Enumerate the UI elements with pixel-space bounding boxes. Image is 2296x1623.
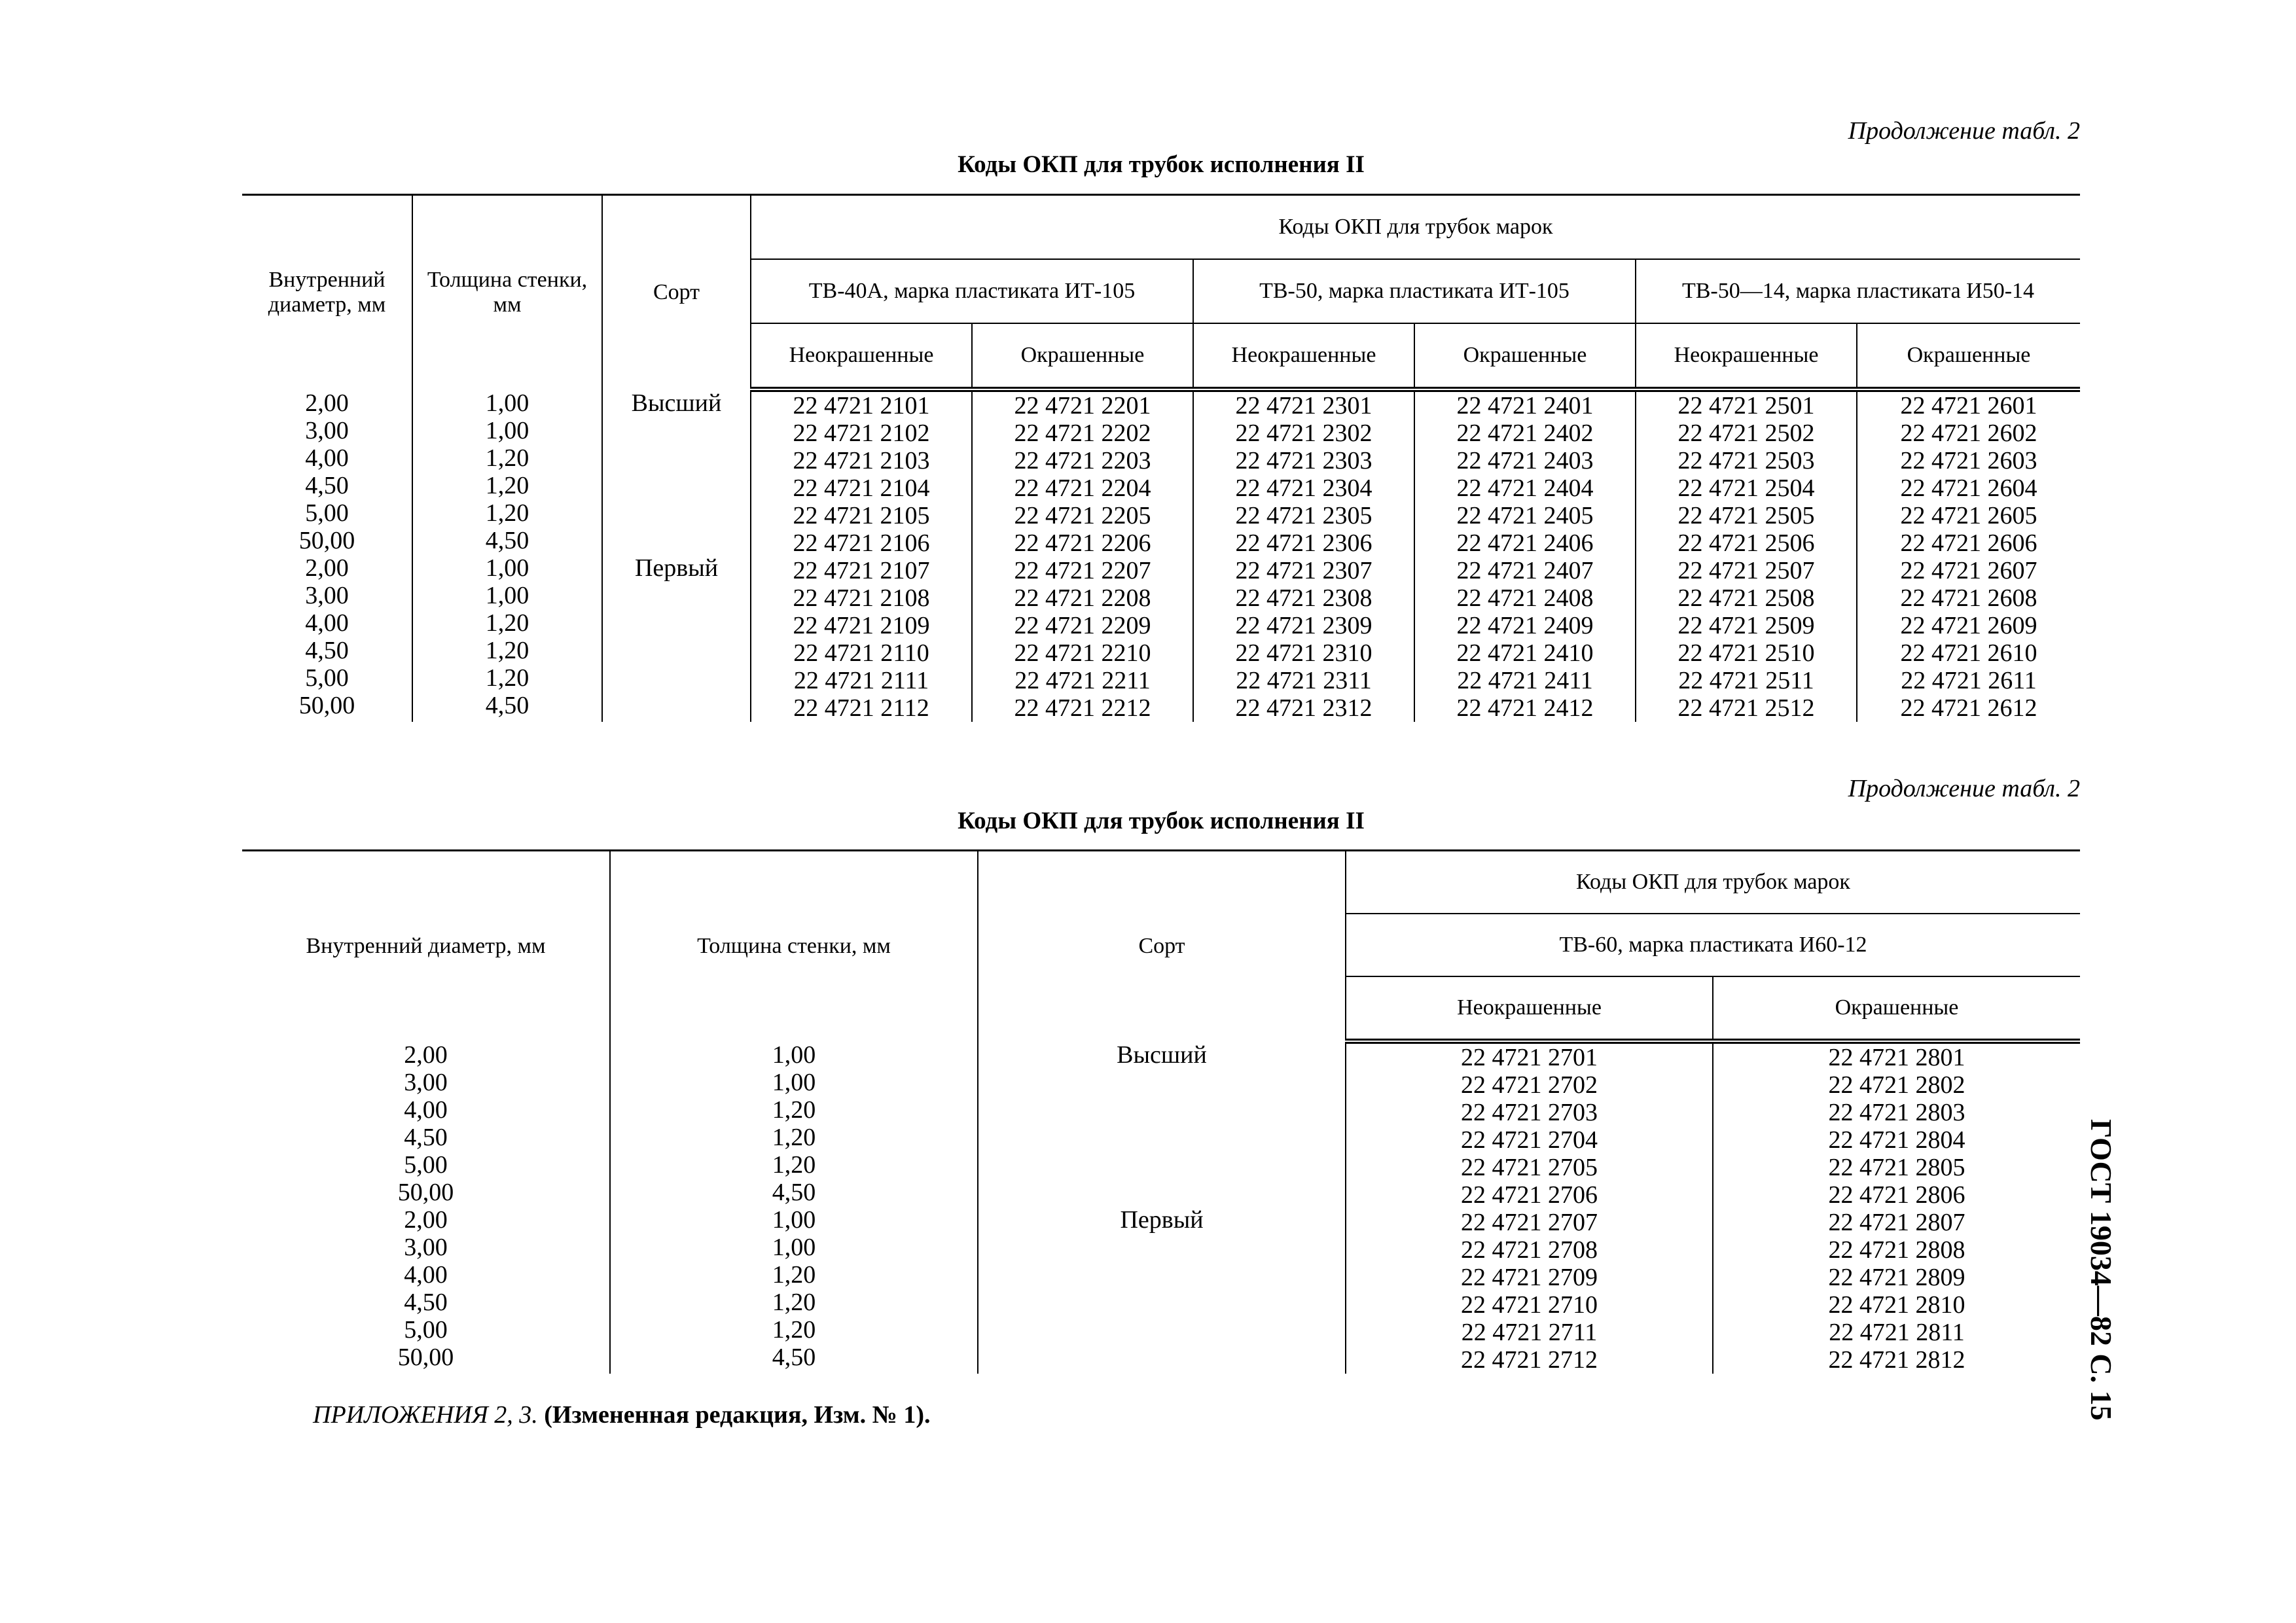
cell-value: 1,00 — [485, 389, 529, 417]
codes-column — [1193, 389, 1414, 722]
cell-value: 22 4721 2307 — [1235, 557, 1372, 584]
okp-codes-table-1 — [242, 194, 2080, 722]
cell-value: 1,00 — [772, 1206, 816, 1234]
cell-value: 22 4721 2806 — [1828, 1181, 1965, 1209]
cell-value: 22 4721 2805 — [1828, 1154, 1965, 1181]
header-unpainted: Неокрашенные — [1193, 323, 1414, 389]
cell-value: 22 4721 2711 — [1461, 1319, 1598, 1346]
grade-column — [978, 1041, 1346, 1374]
codes-column — [1636, 389, 1857, 722]
cell-value: 22 4721 2101 — [793, 392, 930, 419]
header-unpainted: Неокрашенные — [1636, 323, 1857, 389]
cell-value: 1,20 — [485, 664, 529, 692]
cell-value: 22 4721 2807 — [1828, 1209, 1965, 1236]
cell-value: 22 4721 2211 — [1014, 667, 1151, 694]
cell-value: 22 4721 2312 — [1235, 694, 1372, 722]
cell-value: 22 4721 2507 — [1677, 557, 1815, 584]
cell-value: 22 4721 2801 — [1828, 1044, 1965, 1071]
cell-value: 1,00 — [772, 1041, 816, 1069]
cell-value: 22 4721 2503 — [1677, 447, 1815, 474]
cell-value: 22 4721 2305 — [1235, 502, 1372, 529]
cell-value: 4,50 — [305, 637, 349, 664]
cell-value: 1,20 — [772, 1124, 816, 1151]
cell-value: 22 4721 2609 — [1900, 612, 2037, 639]
cell-value: 4,50 — [772, 1179, 816, 1206]
cell-value: 22 4721 2402 — [1456, 419, 1594, 447]
cell-value: 22 4721 2703 — [1461, 1099, 1598, 1126]
grade-value: Первый — [634, 554, 719, 582]
cell-value: 22 4721 2107 — [793, 557, 930, 584]
cell-value: 22 4721 2512 — [1677, 694, 1815, 722]
cell-value: 5,00 — [305, 499, 349, 527]
codes-column — [1713, 1041, 2080, 1374]
cell-value: 22 4721 2710 — [1461, 1291, 1598, 1319]
cell-value: 22 4721 2511 — [1678, 667, 1814, 694]
header-brand-tv60: ТВ-60, марка пластиката И60-12 — [1346, 914, 2080, 976]
header-painted: Окрашенные — [1857, 323, 2080, 389]
cell-value: 22 4721 2504 — [1677, 474, 1815, 502]
cell-value: 22 4721 2303 — [1235, 447, 1372, 474]
cell-value: 22 4721 2201 — [1014, 392, 1151, 419]
cell-value: 22 4721 2702 — [1461, 1071, 1598, 1099]
cell-value: 22 4721 2804 — [1828, 1126, 1965, 1154]
cell-value: 22 4721 2412 — [1456, 694, 1594, 722]
cell-value: 22 4721 2407 — [1456, 557, 1594, 584]
cell-value: 1,00 — [485, 554, 529, 582]
header-painted: Окрашенные — [1414, 323, 1636, 389]
cell-value: 22 4721 2610 — [1900, 639, 2037, 667]
cell-value: 22 4721 2207 — [1014, 557, 1151, 584]
grade-column — [602, 389, 751, 722]
cell-value: 22 4721 2701 — [1461, 1044, 1598, 1071]
header-grade: Сорт — [978, 851, 1346, 1042]
header-codes-group: Коды ОКП для трубок марок — [1346, 851, 2080, 914]
cell-value: 22 4721 2309 — [1235, 612, 1372, 639]
codes-column — [1346, 1041, 1713, 1374]
cell-value: 1,20 — [485, 637, 529, 664]
cell-value: 4,00 — [305, 609, 349, 637]
cell-value: 1,20 — [772, 1261, 816, 1289]
cell-value: 22 4721 2605 — [1900, 502, 2037, 529]
cell-value: 5,00 — [305, 664, 349, 692]
cell-value: 22 4721 2203 — [1014, 447, 1151, 474]
cell-value: 22 4721 2611 — [1901, 667, 2037, 694]
cell-value: 22 4721 2212 — [1014, 694, 1151, 722]
okp-codes-table-2 — [242, 849, 2080, 1374]
cell-value: 22 4721 2102 — [793, 419, 930, 447]
codes-column — [1414, 389, 1636, 722]
header-painted: Окрашенные — [1713, 976, 2080, 1041]
cell-value: 4,50 — [404, 1289, 448, 1316]
header-unpainted: Неокрашенные — [751, 323, 972, 389]
cell-value: 22 4721 2705 — [1461, 1154, 1598, 1181]
header-brand-tv50-14: ТВ-50—14, марка пластиката И50-14 — [1636, 259, 2080, 323]
cell-value: 1,20 — [772, 1151, 816, 1179]
cell-value: 22 4721 2104 — [793, 474, 930, 502]
cell-value: 1,00 — [772, 1234, 816, 1261]
cell-value: 22 4721 2803 — [1828, 1099, 1965, 1126]
header-inner-diameter: Внутренний диаметр, мм — [242, 851, 610, 1042]
cell-value: 22 4721 2811 — [1829, 1319, 1965, 1346]
cell-value: 22 4721 2712 — [1461, 1346, 1598, 1374]
continuation-label-2: Продолжение табл. 2 — [1848, 775, 2080, 802]
cell-value: 22 4721 2812 — [1828, 1346, 1965, 1374]
header-painted: Окрашенные — [972, 323, 1193, 389]
cell-value: 22 4721 2205 — [1014, 502, 1151, 529]
cell-value: 22 4721 2110 — [793, 639, 929, 667]
codes-column — [751, 389, 972, 722]
cell-value: 22 4721 2502 — [1677, 419, 1815, 447]
cell-value: 50,00 — [397, 1179, 454, 1206]
diameter-column — [242, 1041, 610, 1374]
cell-value: 22 4721 2809 — [1828, 1264, 1965, 1291]
cell-value: 1,20 — [485, 472, 529, 499]
cell-value: 22 4721 2304 — [1235, 474, 1372, 502]
diameter-column — [242, 389, 412, 722]
header-brand-tv40a: ТВ-40А, марка пластиката ИТ-105 — [751, 259, 1193, 323]
cell-value: 4,50 — [485, 692, 529, 719]
cell-value: 1,20 — [485, 499, 529, 527]
cell-value: 1,20 — [485, 609, 529, 637]
cell-value: 1,00 — [772, 1069, 816, 1096]
header-inner-diameter: Внутренний диаметр, мм — [242, 195, 412, 390]
grade-value: Высший — [631, 389, 722, 417]
grade-value: Первый — [1120, 1206, 1204, 1234]
cell-value: 22 4721 2406 — [1456, 529, 1594, 557]
cell-value: 22 4721 2608 — [1900, 584, 2037, 612]
cell-value: 22 4721 2409 — [1456, 612, 1594, 639]
cell-value: 22 4721 2404 — [1456, 474, 1594, 502]
cell-value: 22 4721 2306 — [1235, 529, 1372, 557]
cell-value: 22 4721 2111 — [793, 667, 929, 694]
cell-value: 3,00 — [404, 1234, 448, 1261]
cell-value: 22 4721 2310 — [1235, 639, 1372, 667]
cell-value: 22 4721 2706 — [1461, 1181, 1598, 1209]
cell-value: 1,20 — [772, 1316, 816, 1344]
header-wall-thickness: Толщина стенки, мм — [412, 195, 602, 390]
cell-value: 22 4721 2202 — [1014, 419, 1151, 447]
cell-value: 22 4721 2603 — [1900, 447, 2037, 474]
cell-value: 22 4721 2209 — [1014, 612, 1151, 639]
cell-value: 4,00 — [404, 1096, 448, 1124]
table2-title: Коды ОКП для трубок исполнения II — [958, 808, 1365, 834]
cell-value: 22 4721 2311 — [1236, 667, 1372, 694]
cell-value: 2,00 — [404, 1206, 448, 1234]
cell-value: 22 4721 2709 — [1461, 1264, 1598, 1291]
cell-value: 22 4721 2302 — [1235, 419, 1372, 447]
cell-value: 4,50 — [772, 1344, 816, 1371]
cell-value: 22 4721 2508 — [1677, 584, 1815, 612]
cell-value: 1,20 — [772, 1096, 816, 1124]
cell-value: 22 4721 2301 — [1235, 392, 1372, 419]
cell-value: 3,00 — [404, 1069, 448, 1096]
cell-value: 22 4721 2606 — [1900, 529, 2037, 557]
cell-value: 50,00 — [298, 692, 355, 719]
cell-value: 22 4721 2401 — [1456, 392, 1594, 419]
cell-value: 22 4721 2308 — [1235, 584, 1372, 612]
cell-value: 4,00 — [404, 1261, 448, 1289]
cell-value: 22 4721 2802 — [1828, 1071, 1965, 1099]
cell-value: 4,50 — [305, 472, 349, 499]
cell-value: 22 4721 2108 — [793, 584, 930, 612]
footnote — [313, 1400, 931, 1429]
cell-value: 4,00 — [305, 444, 349, 472]
cell-value: 22 4721 2408 — [1456, 584, 1594, 612]
cell-value: 50,00 — [298, 527, 355, 554]
wall-column — [412, 389, 602, 722]
cell-value: 22 4721 2103 — [793, 447, 930, 474]
cell-value: 50,00 — [397, 1344, 454, 1371]
cell-value: 22 4721 2403 — [1456, 447, 1594, 474]
wall-column — [610, 1041, 978, 1374]
footnote-prefix: ПРИЛОЖЕНИЯ 2, 3. — [313, 1401, 538, 1429]
cell-value: 22 4721 2604 — [1900, 474, 2037, 502]
cell-value: 22 4721 2607 — [1900, 557, 2037, 584]
continuation-label-1: Продолжение табл. 2 — [1848, 117, 2080, 145]
cell-value: 2,00 — [404, 1041, 448, 1069]
cell-value: 22 4721 2501 — [1677, 392, 1815, 419]
cell-value: 22 4721 2208 — [1014, 584, 1151, 612]
header-wall-thickness: Толщина стенки, мм — [610, 851, 978, 1042]
cell-value: 1,20 — [772, 1289, 816, 1316]
cell-value: 22 4721 2106 — [793, 529, 930, 557]
cell-value: 22 4721 2510 — [1677, 639, 1815, 667]
cell-value: 22 4721 2112 — [793, 694, 929, 722]
cell-value: 22 4721 2206 — [1014, 529, 1151, 557]
cell-value: 2,00 — [305, 554, 349, 582]
cell-value: 22 4721 2808 — [1828, 1236, 1965, 1264]
cell-value: 1,00 — [485, 582, 529, 609]
side-page-label: ГОСТ 19034—82 С. 15 — [2085, 1119, 2118, 1421]
cell-value: 3,00 — [305, 582, 349, 609]
cell-value: 22 4721 2602 — [1900, 419, 2037, 447]
cell-value: 22 4721 2204 — [1014, 474, 1151, 502]
header-brand-tv50: ТВ-50, марка пластиката ИТ-105 — [1193, 259, 1636, 323]
table1-title: Коды ОКП для трубок исполнения II — [958, 151, 1365, 178]
cell-value: 22 4721 2405 — [1456, 502, 1594, 529]
cell-value: 22 4721 2505 — [1677, 502, 1815, 529]
cell-value: 2,00 — [305, 389, 349, 417]
cell-value: 22 4721 2509 — [1677, 612, 1815, 639]
cell-value: 22 4721 2708 — [1461, 1236, 1598, 1264]
cell-value: 22 4721 2810 — [1828, 1291, 1965, 1319]
header-unpainted: Неокрашенные — [1346, 976, 1713, 1041]
cell-value: 22 4721 2704 — [1461, 1126, 1598, 1154]
cell-value: 22 4721 2601 — [1900, 392, 2037, 419]
grade-value: Высший — [1117, 1041, 1207, 1069]
cell-value: 22 4721 2105 — [793, 502, 930, 529]
cell-value: 22 4721 2410 — [1456, 639, 1594, 667]
codes-column — [1857, 389, 2080, 722]
cell-value: 22 4721 2411 — [1457, 667, 1593, 694]
cell-value: 22 4721 2506 — [1677, 529, 1815, 557]
cell-value: 22 4721 2210 — [1014, 639, 1151, 667]
cell-value: 5,00 — [404, 1316, 448, 1344]
cell-value: 4,50 — [485, 527, 529, 554]
footnote-text: (Измененная редакция, Изм. № 1). — [544, 1401, 931, 1429]
header-codes-group: Коды ОКП для трубок марок — [751, 195, 2080, 260]
cell-value: 5,00 — [404, 1151, 448, 1179]
codes-column — [972, 389, 1193, 722]
cell-value: 3,00 — [305, 417, 349, 444]
cell-value: 22 4721 2707 — [1461, 1209, 1598, 1236]
cell-value: 22 4721 2109 — [793, 612, 930, 639]
cell-value: 4,50 — [404, 1124, 448, 1151]
cell-value: 22 4721 2612 — [1900, 694, 2037, 722]
cell-value: 1,20 — [485, 444, 529, 472]
header-grade: Сорт — [602, 195, 751, 390]
cell-value: 1,00 — [485, 417, 529, 444]
